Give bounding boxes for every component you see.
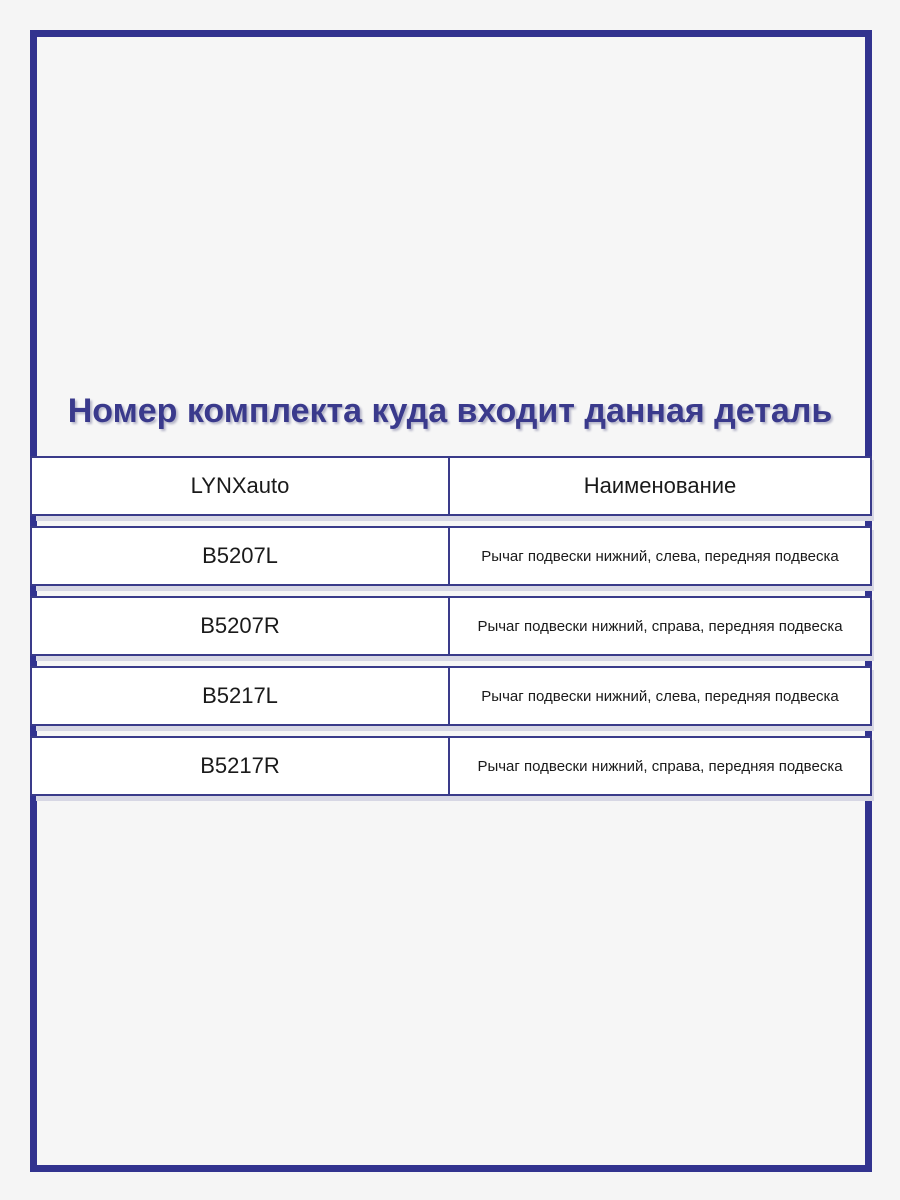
part-name: Рычаг подвески нижний, справа, передняя подвеска xyxy=(450,596,872,656)
table-row xyxy=(30,666,872,726)
header-name: Наименование xyxy=(450,456,872,516)
table-header-row xyxy=(30,456,872,516)
part-code: B5207L xyxy=(30,526,450,586)
table-row xyxy=(30,736,872,796)
part-name: Рычаг подвески нижний, слева, передняя подвеска xyxy=(450,666,872,726)
part-code: B5207R xyxy=(30,596,450,656)
part-name: Рычаг подвески нижний, справа, передняя подвеска xyxy=(450,736,872,796)
table-row xyxy=(30,526,872,586)
header-brand: LYNXauto xyxy=(30,456,450,516)
part-code: B5217L xyxy=(30,666,450,726)
kit-table xyxy=(30,456,872,806)
page-title: Номер комплекта куда входит данная деталь xyxy=(67,392,833,430)
part-name: Рычаг подвески нижний, слева, передняя подвеска xyxy=(450,526,872,586)
table-row xyxy=(30,596,872,656)
part-code: B5217R xyxy=(30,736,450,796)
